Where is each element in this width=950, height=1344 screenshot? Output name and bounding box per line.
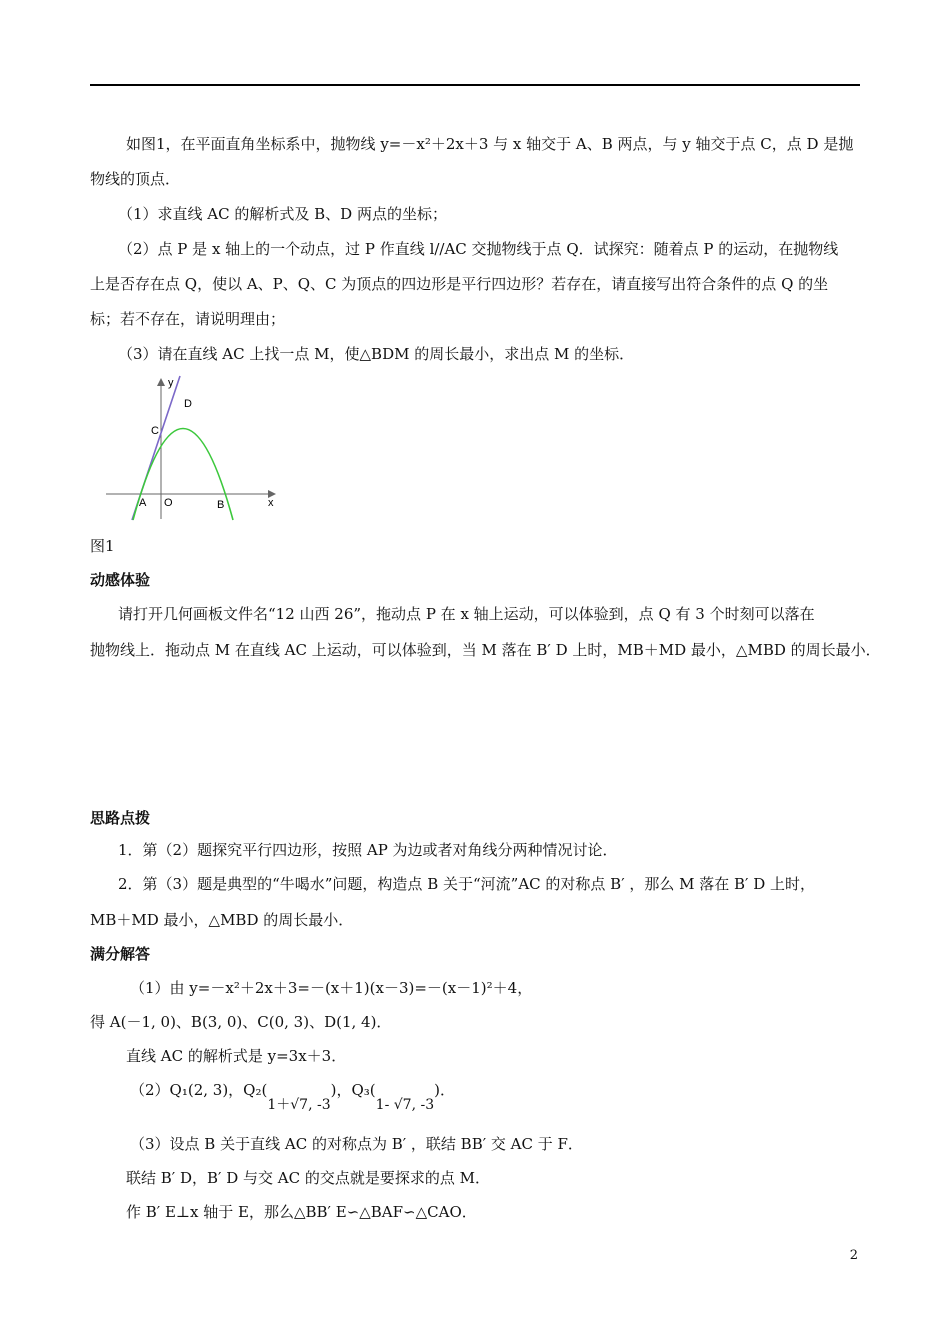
solution-step-4-mid: )，Q₃( bbox=[330, 1081, 376, 1099]
figure-caption: 图1 bbox=[90, 537, 115, 555]
solution-step-4 bbox=[130, 1080, 455, 1115]
y-axis-arrow-icon bbox=[157, 378, 165, 386]
header-rule bbox=[90, 84, 860, 86]
hint-2-line-2: MB＋MD 最小，△MBD 的周长最小． bbox=[90, 911, 354, 929]
parabola-figure bbox=[106, 374, 282, 524]
hint-1: 1．第（2）题探究平行四边形，按照 AP 为边或者对角线分两种情况讨论． bbox=[118, 841, 618, 859]
solution-step-4-prefix: （2）Q₁(2, 3)，Q₂( bbox=[130, 1081, 268, 1099]
solution-step-2: 得 A(－1, 0)、B(3, 0)、C(0, 3)、D(1, 4)． bbox=[90, 1013, 392, 1031]
dynamic-paragraph-line-2: 抛物线上．拖动点 M 在直线 AC 上运动，可以体验到，当 M 落在 B′ D 上时，MB＋MD 最小，△MBD 的周长最小． bbox=[90, 641, 881, 659]
question-2-line-2: 上是否存在点 Q，使以 A、P、Q、C 为顶点的四边形是平行四边形？若存在，请直接写出符合条件的点 Q 的坐 bbox=[90, 275, 829, 293]
point-c-label: C bbox=[151, 425, 159, 437]
solution-heading: 满分解答 bbox=[90, 945, 151, 963]
solution-step-3: 直线 AC 的解析式是 y=3x＋3． bbox=[126, 1047, 347, 1065]
q2-coordinates: 1＋√7, -3 bbox=[267, 1097, 331, 1113]
question-2-line-1: （2）点 P 是 x 轴上的一个动点，过 P 作直线 l//AC 交抛物线于点 Q．试探究：随着点 P 的运动，在抛物线 bbox=[118, 240, 839, 258]
question-2-line-3: 标；若不存在，请说明理由； bbox=[90, 310, 286, 328]
point-a-label: A bbox=[139, 497, 147, 509]
page-number: 2 bbox=[849, 1248, 858, 1263]
dynamic-paragraph-line-1: 请打开几何画板文件名“12 山西 26”，拖动点 P 在 x 轴上运动，可以体验到，点 Q 有 3 个时刻可以落在 bbox=[118, 605, 815, 623]
question-3: （3）请在直线 AC 上找一点 M，使△BDM 的周长最小，求出点 M 的坐标． bbox=[118, 345, 635, 363]
solution-step-5: （3）设点 B 关于直线 AC 的对称点为 B′ ，联结 BB′ 交 AC 于 F． bbox=[130, 1135, 583, 1153]
x-axis-label: x bbox=[268, 497, 274, 509]
origin-label: O bbox=[164, 497, 173, 509]
point-d-label: D bbox=[184, 398, 192, 410]
solution-step-4-end: )． bbox=[434, 1081, 455, 1099]
problem-paragraph-line-1: 如图1，在平面直角坐标系中，抛物线 y=－x²＋2x＋3 与 x 轴交于 A、B 两点，与 y 轴交于点 C，点 D 是抛 bbox=[126, 135, 854, 153]
dynamic-heading: 动感体验 bbox=[90, 571, 151, 589]
y-axis-label: y bbox=[168, 377, 174, 389]
point-b-label: B bbox=[217, 499, 225, 511]
solution-step-1: （1）由 y=－x²＋2x＋3=－(x＋1)(x－3)=－(x－1)²＋4， bbox=[130, 979, 533, 997]
q3-coordinates: 1- √7, -3 bbox=[375, 1097, 435, 1113]
hint-heading: 思路点拨 bbox=[90, 809, 151, 827]
solution-step-6: 联结 B′ D，B′ D 与交 AC 的交点就是要探求的点 M． bbox=[126, 1169, 490, 1187]
problem-paragraph-line-2: 物线的顶点． bbox=[90, 170, 181, 188]
question-1: （1）求直线 AC 的解析式及 B、D 两点的坐标； bbox=[118, 205, 447, 223]
hint-2-line-1: 2．第（3）题是典型的“牛喝水”问题，构造点 B 关于“河流”AC 的对称点 B′ ，那么 M 落在 B′ D 上时， bbox=[118, 875, 816, 893]
solution-step-7: 作 B′ E⊥x 轴于 E，那么△BB′ E∽△BAF∽△CAO． bbox=[126, 1203, 477, 1221]
